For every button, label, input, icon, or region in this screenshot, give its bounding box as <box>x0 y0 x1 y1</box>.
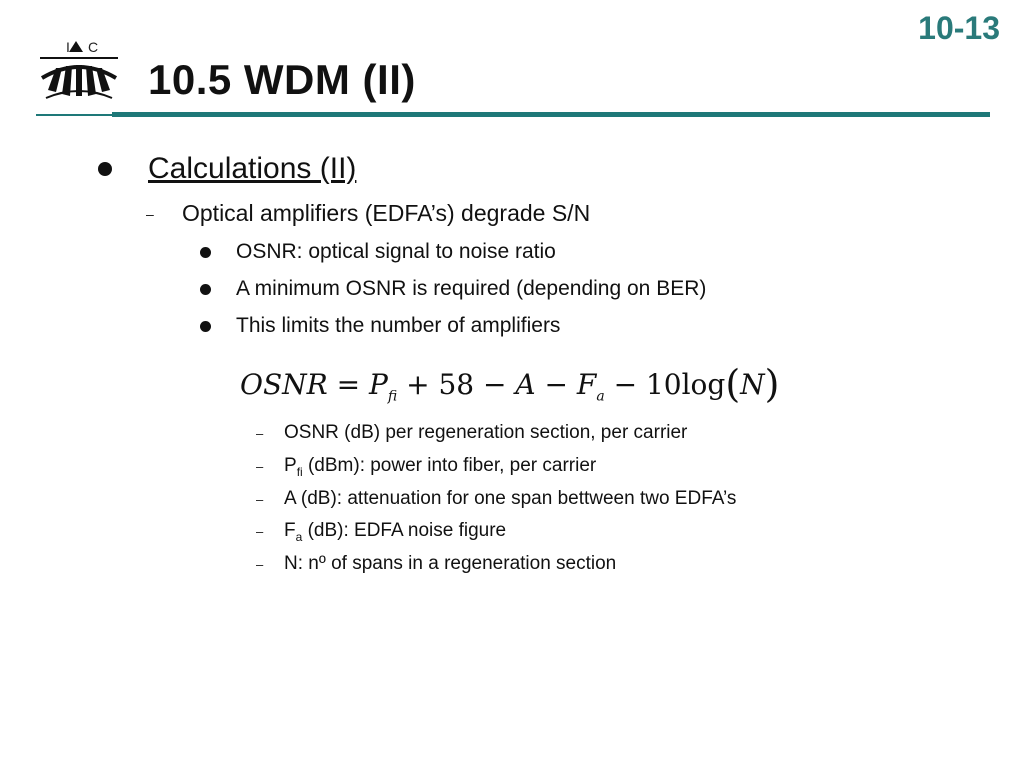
formula-minus10log: − 10log <box>613 368 726 401</box>
slide-number: 10-13 <box>918 10 1000 46</box>
definition-symbol: F <box>284 520 296 541</box>
formula-p-sub: fi <box>387 388 398 405</box>
definition-text: A (dB): attenuation for one span bettween two EDFA’s <box>284 488 737 509</box>
bullet-dot-icon <box>200 247 211 258</box>
svg-text:I: I <box>66 39 70 55</box>
formula-f: F <box>576 368 597 401</box>
definition-rest: (dB): EDFA noise figure <box>302 520 507 541</box>
formula-p: P <box>369 368 388 401</box>
formula-paren-open: ( <box>725 362 741 406</box>
section-heading: Calculations (II) <box>148 152 357 185</box>
definition-item <box>256 553 616 575</box>
definition-text: N: nº of spans in a regeneration section <box>284 553 617 574</box>
dash-icon: – <box>256 491 264 507</box>
dash-icon: – <box>256 459 264 475</box>
title-divider <box>112 112 990 117</box>
dash-icon: – <box>256 524 264 540</box>
definition-item <box>256 520 506 544</box>
osnr-formula <box>240 362 779 406</box>
point-item <box>200 240 556 264</box>
point-item <box>200 314 560 338</box>
definition-text: OSNR (dB) per regeneration section, per carrier <box>284 422 688 443</box>
iac-logo-icon <box>36 38 122 118</box>
formula-paren-close: ) <box>764 362 780 406</box>
definition-text <box>284 520 506 544</box>
bullet-dot-icon <box>98 162 112 176</box>
definition-item <box>256 422 687 444</box>
slide-title: 10.5 WDM (II) <box>148 56 416 103</box>
point-item <box>200 277 706 301</box>
formula-lhs: OSNR <box>240 368 328 401</box>
title-divider-tail <box>36 114 116 116</box>
sub-heading-item <box>146 200 590 227</box>
point-text: OSNR: optical signal to noise ratio <box>236 240 556 263</box>
heading-bullet <box>98 152 356 186</box>
definition-text <box>284 455 596 479</box>
formula-eq: = <box>336 368 361 401</box>
dash-icon: – <box>256 425 264 441</box>
definition-item <box>256 455 596 479</box>
definition-item <box>256 488 736 510</box>
bullet-dot-icon <box>200 321 211 332</box>
point-text: A minimum OSNR is required (depending on BER) <box>236 277 707 300</box>
formula-f-sub: a <box>596 388 605 405</box>
definition-subscript: fi <box>296 464 303 479</box>
definition-rest: (dBm): power into fiber, per carrier <box>302 455 597 476</box>
sub-heading-text: Optical amplifiers (EDFA’s) degrade S/N <box>182 200 591 226</box>
formula-plus58: + 58 − <box>406 368 507 401</box>
formula-minus: − <box>544 368 568 401</box>
definition-subscript: a <box>295 529 303 544</box>
formula-n: N <box>740 368 765 401</box>
svg-text:C: C <box>88 39 99 55</box>
dash-icon: – <box>256 556 264 572</box>
point-text: This limits the number of amplifiers <box>236 314 561 337</box>
formula-a: A <box>515 368 536 401</box>
dash-icon: – <box>146 205 154 222</box>
definition-symbol: P <box>284 455 297 476</box>
bullet-dot-icon <box>200 284 211 295</box>
